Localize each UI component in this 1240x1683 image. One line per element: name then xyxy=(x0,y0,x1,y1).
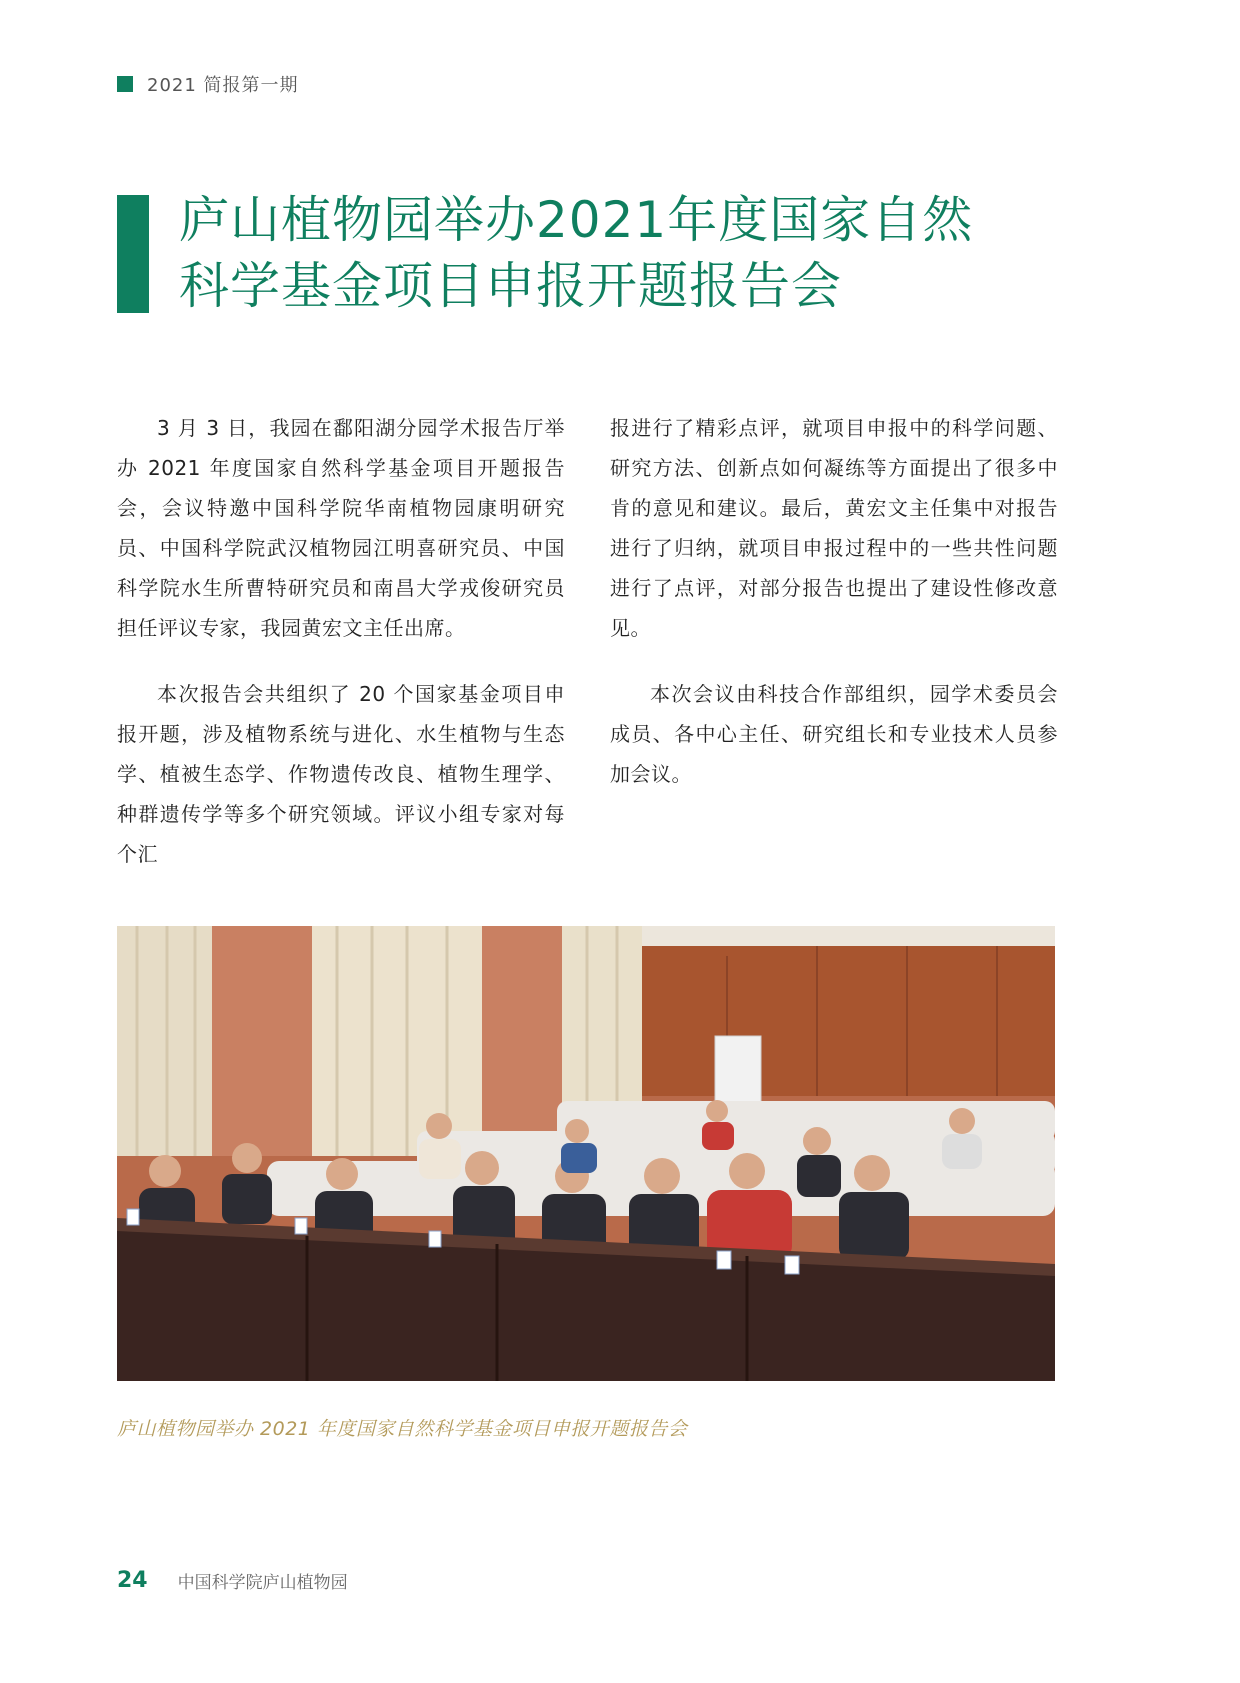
title-line-2: 科学基金项目申报开题报告会 xyxy=(179,257,842,315)
footer-org: 中国科学院庐山植物园 xyxy=(177,1573,348,1593)
body-column-right xyxy=(610,408,1058,820)
paragraph: 3 月 3 日，我园在鄱阳湖分园学术报告厅举办 2021 年度国家自然科学基金项目开题报告会，会议特邀中国科学院华南植物园康明研究员、中国科学院武汉植物园江明喜研究员、中国科学院水生所曹特研究员和南昌大学戎俊研究员担任评议专家，我园黄宏文主任出席。 xyxy=(117,416,565,640)
page-footer xyxy=(117,1568,348,1593)
issue-header xyxy=(117,72,299,96)
paragraph: 本次会议由科技合作部组织，园学术委员会成员、各中心主任、研究组长和专业技术人员参加会议。 xyxy=(610,682,1058,786)
issue-label: 2021 简报第一期 xyxy=(147,75,299,96)
photo-caption: 庐山植物园举办 2021 年度国家自然科学基金项目申报开题报告会 xyxy=(117,1418,688,1440)
paragraph: 本次报告会共组织了 20 个国家基金项目申报开题，涉及植物系统与进化、水生植物与生态学、植被生态学、作物遗传改良、植物生理学、种群遗传学等多个研究领域。评议小组专家对每个汇 xyxy=(117,682,565,866)
page-number: 24 xyxy=(117,1568,148,1593)
title-accent-bar xyxy=(117,195,149,313)
header-square-icon xyxy=(117,76,133,92)
title-line-1: 庐山植物园举办2021年度国家自然 xyxy=(179,191,974,249)
body-column-left xyxy=(117,408,565,900)
paragraph: 报进行了精彩点评，就项目申报中的科学问题、研究方法、创新点如何凝练等方面提出了很多中肯的意见和建议。最后，黄宏文主任集中对报告进行了归纳，就项目申报过程中的一些共性问题进行了点评，对部分报告也提出了建设性修改意见。 xyxy=(610,416,1058,640)
meeting-photo xyxy=(117,926,1055,1381)
